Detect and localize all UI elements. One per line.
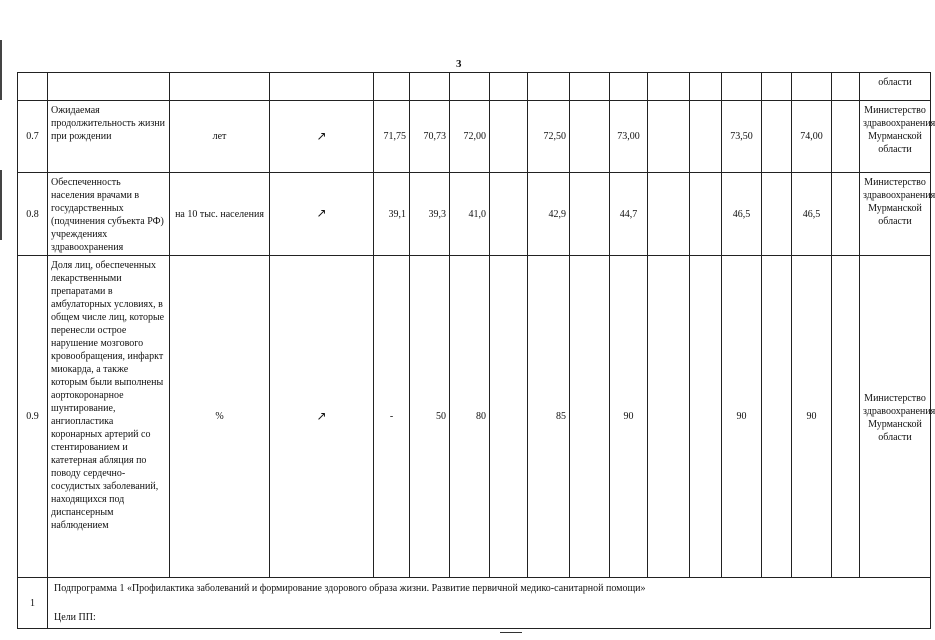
- page-number: 3: [456, 58, 462, 70]
- responsible-cell: области: [860, 73, 931, 101]
- indicators-table: [17, 72, 935, 629]
- subprogram-row: [18, 578, 931, 629]
- value-cell: 74,00: [792, 101, 832, 173]
- left-margin-mark: [0, 40, 2, 100]
- value-cell: 90: [792, 256, 832, 578]
- value-cell: 46,5: [792, 173, 832, 256]
- value-cell: 41,0: [450, 173, 490, 256]
- value-cell: 72,50: [528, 101, 570, 173]
- value-cell: 72,00: [450, 101, 490, 173]
- responsible-cell: Министерство здравоохранения Мурманской области: [860, 101, 931, 173]
- value-cell: 73,50: [722, 101, 762, 173]
- table-row: [18, 173, 931, 256]
- value-cell: 80: [450, 256, 490, 578]
- value-cell: 71,75: [374, 101, 410, 173]
- indicator-name: Ожидаемая продолжительность жизни при рождении: [48, 101, 170, 173]
- value-cell: 90: [722, 256, 762, 578]
- value-cell: 90: [610, 256, 648, 578]
- indicator-name: Доля лиц, обеспеченных лекарственными препаратами в амбулаторных условиях, в общем числе лиц, которые перенесли острое нарушение мозгового кровообращения, инфаркт миокарда, а также которым были выполнены аортокоронарное шунтирование, ангиопластика коронарных артерий со стентированием и катетерная абляция по поводу сердечно-сосудистых заболеваний, находящихся под диспансерным наблюдением: [48, 256, 170, 578]
- indicator-name: Обеспеченность населения врачами в государственных (подчинения субъекта РФ) учреждениях здравоохранения: [48, 173, 170, 256]
- unit-cell: лет: [170, 101, 270, 173]
- scan-mark: [500, 632, 522, 638]
- trend-arrow-icon: ↗: [270, 173, 374, 256]
- value-cell: 46,5: [722, 173, 762, 256]
- row-number: 0.8: [18, 173, 48, 256]
- table-row: [18, 256, 931, 578]
- value-cell: 85: [528, 256, 570, 578]
- value-cell: 39,3: [410, 173, 450, 256]
- value-cell: -: [374, 256, 410, 578]
- value-cell: 73,00: [610, 101, 648, 173]
- value-cell: 39,1: [374, 173, 410, 256]
- unit-cell: на 10 тыс. населения: [170, 173, 270, 256]
- row-number: 1: [18, 578, 48, 629]
- subprogram-goals-label: Цели ПП:: [54, 612, 96, 623]
- unit-cell: %: [170, 256, 270, 578]
- value-cell: 44,7: [610, 173, 648, 256]
- value-cell: 42,9: [528, 173, 570, 256]
- continuation-row: [18, 73, 931, 101]
- trend-arrow-icon: ↗: [270, 256, 374, 578]
- row-number: 0.9: [18, 256, 48, 578]
- subprogram-cell: [48, 578, 931, 629]
- table-row: [18, 101, 931, 173]
- value-cell: 50: [410, 256, 450, 578]
- row-number: 0.7: [18, 101, 48, 173]
- trend-arrow-icon: ↗: [270, 101, 374, 173]
- left-margin-mark: [0, 170, 2, 240]
- value-cell: 70,73: [410, 101, 450, 173]
- subprogram-title: Подпрограмма 1 «Профилактика заболеваний и формирование здорового образа жизни. Развитие первичной медико-санитарной помощи»: [54, 583, 646, 594]
- responsible-cell: Министерство здравоохранения Мурманской области: [860, 173, 931, 256]
- responsible-cell: Министерство здравоохранения Мурманской области: [860, 256, 931, 578]
